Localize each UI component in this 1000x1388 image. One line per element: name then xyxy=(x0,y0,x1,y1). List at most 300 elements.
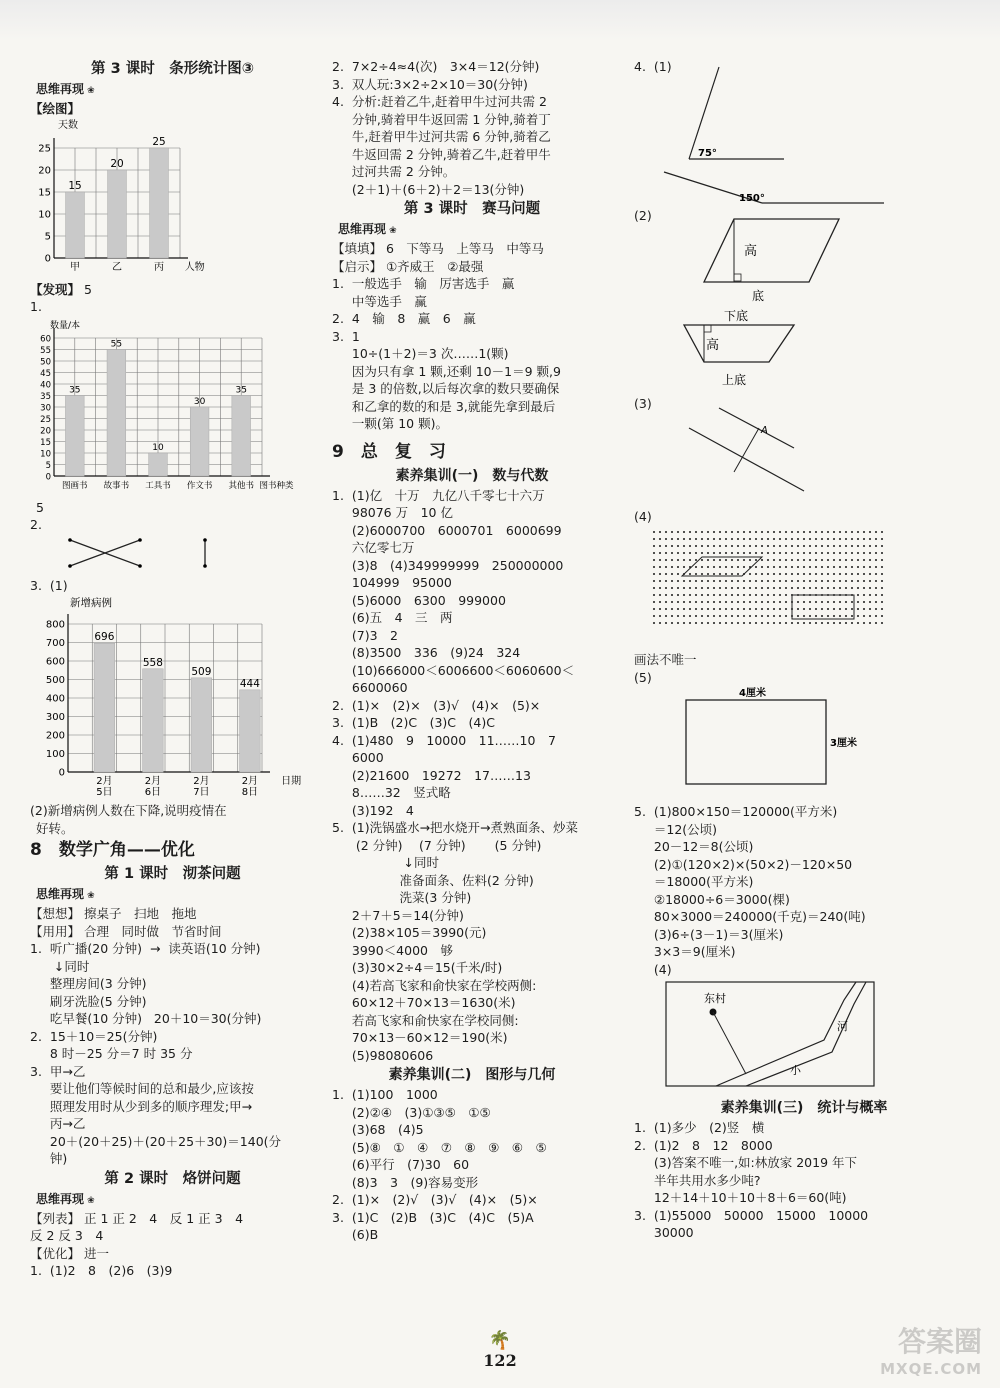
grid-dot xyxy=(863,587,865,589)
grid-dot xyxy=(653,573,655,575)
q4-2-label: (2) xyxy=(634,207,652,223)
grid-dot xyxy=(653,566,655,568)
grid-dot xyxy=(731,573,733,575)
grid-dot xyxy=(653,615,655,617)
grid-dot xyxy=(779,594,781,596)
grid-dot xyxy=(785,587,787,589)
grid-dot xyxy=(851,580,853,582)
grid-dot xyxy=(677,608,679,610)
grid-dot xyxy=(749,615,751,617)
grid-dot xyxy=(701,545,703,547)
grid-dot xyxy=(737,552,739,554)
answer-line: 104999 95000 xyxy=(332,575,452,590)
grid-dot xyxy=(701,608,703,610)
x-tick-label: 乙 xyxy=(112,261,122,273)
grid-dot xyxy=(803,601,805,603)
grid-dot xyxy=(653,538,655,540)
grid-dot xyxy=(845,622,847,624)
answer-line: 1. (1)多少 (2)竖 横 xyxy=(634,1120,765,1135)
answer-line: 六亿零七万 xyxy=(332,540,415,555)
answer-line: 2. (1)× (2)√ (3)√ (4)× (5)× xyxy=(332,1192,538,1207)
grid-dot xyxy=(827,608,829,610)
grid-dot xyxy=(707,587,709,589)
grid-dot xyxy=(833,608,835,610)
y-tick-label: 35 xyxy=(40,391,51,402)
rect-height-label: 3厘米 xyxy=(830,738,857,749)
grid-dot xyxy=(767,601,769,603)
grid-dot xyxy=(677,580,679,582)
parallelogram-trapezoid xyxy=(634,207,974,392)
grid-dot xyxy=(719,545,721,547)
column-3 xyxy=(634,58,974,1242)
x-tick-label: 6日 xyxy=(144,787,162,798)
grid-dot xyxy=(845,531,847,533)
grid-dot xyxy=(863,552,865,554)
grid-dot xyxy=(707,531,709,533)
grid-dot xyxy=(725,608,727,610)
grid-dot xyxy=(665,587,667,589)
grid-dot xyxy=(731,552,733,554)
bar-value-label: 696 xyxy=(94,631,115,644)
answer-line: 2＋7＋5＝14(分钟) xyxy=(332,907,464,923)
answer-line: 6600060 xyxy=(332,680,408,695)
grid-dot xyxy=(719,622,721,624)
answer-line: 4. 分析:赶着乙牛,赶着甲牛过河共需 2 xyxy=(332,94,547,109)
grid-dot xyxy=(755,566,757,568)
grid-dot xyxy=(665,531,667,533)
y-tick-label: 5 xyxy=(45,460,51,471)
answer-line: 若高飞家和俞快家在学校同侧: xyxy=(332,1012,519,1028)
grid-dot xyxy=(731,601,733,603)
grid-dot xyxy=(755,594,757,596)
grid-dot xyxy=(707,559,709,561)
grid-dot xyxy=(683,566,685,568)
grid-dot xyxy=(773,538,775,540)
chart-cases xyxy=(30,594,315,799)
grid-dot xyxy=(773,615,775,617)
grid-dot xyxy=(719,608,721,610)
grid-dot xyxy=(833,545,835,547)
grid-dot xyxy=(671,573,673,575)
grid-dot xyxy=(881,573,883,575)
grid-dot xyxy=(779,622,781,624)
grid-dot xyxy=(809,601,811,603)
review-heading: 思维再现 ❀ xyxy=(30,80,315,100)
grid-dot xyxy=(713,608,715,610)
page-header-band xyxy=(0,0,1000,40)
grid-dot xyxy=(683,587,685,589)
q3-label: 3. (1) xyxy=(30,577,68,593)
grid-dot xyxy=(659,566,661,568)
x-tick-label: 8日 xyxy=(241,787,259,798)
grid-dot xyxy=(779,545,781,547)
angle-150-label: 150° xyxy=(739,192,765,204)
grid-dot xyxy=(851,601,853,603)
grid-dot xyxy=(743,601,745,603)
grid-dot xyxy=(671,538,673,540)
y-tick-label: 800 xyxy=(45,619,65,631)
grid-dot xyxy=(827,587,829,589)
grid-dot xyxy=(869,559,871,561)
grid-dot xyxy=(761,545,763,547)
answer-line: (8)3 3 (9)容易变形 xyxy=(332,1174,479,1190)
grid-dot xyxy=(731,587,733,589)
grid-dot xyxy=(785,545,787,547)
answer-line: (2)38×105＝3990(元) xyxy=(332,925,487,940)
q4-5-label: (5) xyxy=(634,669,652,685)
grid-dot xyxy=(833,559,835,561)
grid-dot xyxy=(659,601,661,603)
grid-dot xyxy=(653,622,655,624)
grid-dot xyxy=(875,559,877,561)
grid-dot xyxy=(707,545,709,547)
grid-dot xyxy=(839,559,841,561)
grid-dot xyxy=(803,552,805,554)
answer-line: 过河共需 2 分钟。 xyxy=(332,164,456,179)
grid-dot xyxy=(833,615,835,617)
grid-dot xyxy=(779,608,781,610)
answer-line: 6000 xyxy=(332,750,384,765)
grid-dot xyxy=(719,552,721,554)
x-tick-label: 2月 xyxy=(96,776,113,787)
bar xyxy=(191,678,212,772)
grid-dot xyxy=(875,615,877,617)
map-small-label: 小 xyxy=(790,1064,801,1077)
answer-line: 半年共用水多少吨? xyxy=(634,1172,761,1188)
grid-dot xyxy=(773,622,775,624)
grid-dot xyxy=(773,559,775,561)
answer-line: ＝12(公顷) xyxy=(634,821,718,837)
grid-dot xyxy=(659,573,661,575)
grid-dot xyxy=(881,608,883,610)
answer-line: 整理房间(3 分钟) xyxy=(30,976,147,991)
grid-dot xyxy=(815,552,817,554)
grid-dot xyxy=(797,573,799,575)
grid-dot xyxy=(869,531,871,533)
grid-dot xyxy=(749,601,751,603)
grid-dot xyxy=(881,545,883,547)
grid-dot xyxy=(755,559,757,561)
grid-dot xyxy=(773,587,775,589)
grid-dot xyxy=(767,552,769,554)
grid-dot xyxy=(677,545,679,547)
grid-dot xyxy=(851,615,853,617)
grid-dot xyxy=(869,594,871,596)
grid-dot xyxy=(827,531,829,533)
grid-dot xyxy=(725,566,727,568)
column-2 xyxy=(332,58,612,1244)
grid-dot xyxy=(815,531,817,533)
grid-dot xyxy=(875,573,877,575)
grid-dot xyxy=(707,615,709,617)
answer-line: 准备面条、佐料(2 分钟) xyxy=(332,872,534,888)
y-tick-label: 700 xyxy=(45,638,65,649)
column-1 xyxy=(30,58,315,1280)
answer-line: (3)答案不唯一,如:林放家 2019 年下 xyxy=(634,1155,858,1170)
grid-dot xyxy=(839,538,841,540)
grid-dot xyxy=(779,573,781,575)
y-tick-label: 600 xyxy=(45,656,65,668)
grid-dot xyxy=(791,531,793,533)
grid-dot xyxy=(815,622,817,624)
grid-dot xyxy=(671,580,673,582)
s1-answers xyxy=(332,487,612,1065)
grid-dot xyxy=(719,580,721,582)
grid-dot xyxy=(671,559,673,561)
grid-dot xyxy=(653,559,655,561)
grid-dot xyxy=(809,545,811,547)
grid-dot xyxy=(833,573,835,575)
grid-dot xyxy=(779,587,781,589)
grid-dot xyxy=(809,538,811,540)
grid-dot xyxy=(677,601,679,603)
grid-dot xyxy=(731,566,733,568)
grid-dot xyxy=(839,573,841,575)
grid-dot xyxy=(719,559,721,561)
grid-dot xyxy=(785,594,787,596)
grid-dot xyxy=(659,580,661,582)
grid-dot xyxy=(803,566,805,568)
l1-think: 【想想】 擦桌子 扫地 拖地 xyxy=(30,906,197,921)
y-tick-label: 50 xyxy=(40,357,51,367)
label-gao: 高 xyxy=(744,244,758,259)
grid-dot xyxy=(803,587,805,589)
x-tick-label: 作文书 xyxy=(186,480,213,491)
grid-dot xyxy=(881,531,883,533)
grid-dot xyxy=(719,573,721,575)
grid-dot xyxy=(869,566,871,568)
grid-dot xyxy=(845,601,847,603)
bar xyxy=(240,690,261,772)
grid-dot xyxy=(869,538,871,540)
label-xiadi: 下底 xyxy=(724,309,749,323)
grid-dot xyxy=(683,622,685,624)
grid-dot xyxy=(725,587,727,589)
bar xyxy=(232,395,251,476)
grid-dot xyxy=(767,615,769,617)
grid-dot xyxy=(743,594,745,596)
grid-dot xyxy=(719,566,721,568)
grid-dot xyxy=(821,538,823,540)
grid-dot xyxy=(869,608,871,610)
grid-dot xyxy=(701,580,703,582)
grid-dot xyxy=(821,545,823,547)
draw-tag: 【绘图】 xyxy=(30,101,81,116)
grid-dot xyxy=(689,559,691,561)
grid-dot xyxy=(833,580,835,582)
grid-dot xyxy=(755,531,757,533)
grid-dot xyxy=(677,566,679,568)
grid-dot xyxy=(773,608,775,610)
s1-title: 素养集训(一) 数与代数 xyxy=(395,467,549,484)
answer-line: 刷牙洗脸(5 分钟) xyxy=(30,993,147,1009)
answer-line: 3. 1 xyxy=(332,328,360,344)
answer-line: (5)6000 6300 999000 xyxy=(332,592,506,608)
grid-dot xyxy=(791,545,793,547)
answer-line: 1. (1)100 1000 xyxy=(332,1087,438,1102)
grid-dot xyxy=(689,594,691,596)
answer-line: 丙→乙 xyxy=(30,1116,86,1131)
grid-dot xyxy=(677,538,679,540)
map-river-label: 河 xyxy=(837,1020,848,1033)
grid-dot xyxy=(785,559,787,561)
grid-dot xyxy=(779,580,781,582)
grid-dot xyxy=(725,531,727,533)
grid-dot xyxy=(719,594,721,596)
grid-dot xyxy=(875,594,877,596)
bar xyxy=(94,643,115,772)
grid-dot xyxy=(827,580,829,582)
grid-dot xyxy=(761,566,763,568)
grid-dot xyxy=(863,531,865,533)
grid-dot xyxy=(761,552,763,554)
dot-grid xyxy=(634,525,974,640)
grid-dot xyxy=(755,622,757,624)
y-tick-label: 10 xyxy=(38,209,51,220)
answer-line: 3. 双人玩:3×2÷2×10＝30(分钟) xyxy=(332,76,528,92)
grid-dot xyxy=(671,545,673,547)
answer-line: 【列表】 正 1 正 2 4 反 1 正 3 4 xyxy=(30,1210,244,1226)
grid-dot xyxy=(779,559,781,561)
grid-dot xyxy=(875,587,877,589)
grid-dot xyxy=(671,587,673,589)
grid-dot xyxy=(875,601,877,603)
answer-line: (5)⑧ ① ④ ⑦ ⑧ ⑨ ⑥ ⑤ xyxy=(332,1139,547,1155)
answer-line: 3. (1)55000 50000 15000 10000 xyxy=(634,1207,869,1223)
answer-line: (2＋1)＋(6＋2)＋2＝13(分钟) xyxy=(332,181,525,197)
grid-dot xyxy=(743,559,745,561)
grid-dot xyxy=(821,622,823,624)
grid-dot xyxy=(833,587,835,589)
answer-line: 2. 15＋10＝25(分钟) xyxy=(30,1028,158,1044)
label-shangdi: 上底 xyxy=(722,373,747,387)
grid-dot xyxy=(791,580,793,582)
grid-dot xyxy=(695,538,697,540)
grid-dot xyxy=(737,615,739,617)
answer-line: 3990＜4000 够 xyxy=(332,942,453,958)
grid-dot xyxy=(851,622,853,624)
grid-dot xyxy=(821,587,823,589)
grid-dot xyxy=(869,622,871,624)
grid-dot xyxy=(743,608,745,610)
l3-answers xyxy=(332,240,612,433)
x-tick-label: 2月 xyxy=(144,776,162,787)
grid-dot xyxy=(659,615,661,617)
grid-dot xyxy=(785,608,787,610)
grid-dot xyxy=(707,573,709,575)
grid-dot xyxy=(677,594,679,596)
y-tick-label: 25 xyxy=(38,143,51,154)
grid-dot xyxy=(821,580,823,582)
grid-dot xyxy=(875,545,877,547)
answer-line: (3)68 (4)5 xyxy=(332,1122,424,1137)
bar-value-label: 558 xyxy=(142,656,163,669)
grid-dot xyxy=(689,538,691,540)
grid-dot xyxy=(689,552,691,554)
grid-dot xyxy=(725,552,727,554)
answer-line: (3)6÷(3－1)＝3(厘米) xyxy=(634,926,784,942)
y-tick-label: 0 xyxy=(44,253,51,264)
grid-dot xyxy=(767,608,769,610)
answer-line: (7)3 2 xyxy=(332,627,398,643)
answer-line: 8 时－25 分＝7 时 35 分 xyxy=(30,1046,193,1061)
grid-dot xyxy=(827,601,829,603)
grid-dot xyxy=(803,573,805,575)
grid-dot xyxy=(737,594,739,596)
answer-line: 1. (1)2 8 (2)6 (3)9 xyxy=(30,1263,173,1278)
grid-dot xyxy=(743,538,745,540)
rect-width-label: 4厘米 xyxy=(739,688,766,699)
grid-dot xyxy=(713,594,715,596)
y-tick-label: 55 xyxy=(40,345,51,356)
grid-dot xyxy=(845,587,847,589)
grid-dot xyxy=(683,580,685,582)
x-tick-label: 丙 xyxy=(154,261,164,273)
grid-dot xyxy=(821,601,823,603)
grid-dot xyxy=(839,580,841,582)
grid-dot xyxy=(869,587,871,589)
grid-dot xyxy=(863,580,865,582)
grid-dot xyxy=(791,587,793,589)
grid-dot xyxy=(773,531,775,533)
answer-line: 2. 7×2÷4≈4(次) 3×4＝12(分钟) xyxy=(332,59,540,74)
answer-line: 要让他们等候时间的总和最少,应该按 xyxy=(30,1081,254,1096)
answer-line: 3. (1)C (2)B (3)C (4)C (5)A xyxy=(332,1209,534,1225)
bar xyxy=(107,349,126,476)
grid-dot xyxy=(833,538,835,540)
grid-dot xyxy=(725,601,727,603)
grid-dot xyxy=(851,559,853,561)
grid-dot xyxy=(659,587,661,589)
grid-dot xyxy=(665,594,667,596)
answer-line: (6)B xyxy=(332,1227,379,1242)
l1-use: 【用用】 合理 同时做 节省时间 xyxy=(30,923,222,939)
s3-answers xyxy=(634,1119,974,1242)
answer-line: 8……32 竖式略 xyxy=(332,785,451,800)
grid-dot xyxy=(839,615,841,617)
lesson3-title: 第 3 课时 条形统计图③ xyxy=(91,61,254,77)
grid-dot xyxy=(653,580,655,582)
answer-line: 因为只有拿 1 颗,还剩 10－1＝9 颗,9 xyxy=(332,363,561,379)
bar xyxy=(65,395,84,476)
grid-dot xyxy=(755,601,757,603)
grid-dot xyxy=(713,566,715,568)
grid-dot xyxy=(689,601,691,603)
grid-dot xyxy=(767,580,769,582)
grid-dot xyxy=(761,615,763,617)
grid-dot xyxy=(845,552,847,554)
grid-dot xyxy=(881,580,883,582)
x-tick-label: 7日 xyxy=(193,787,210,798)
grid-dot xyxy=(689,580,691,582)
x-tick-label: 2月 xyxy=(193,776,210,787)
answer-line: (10)666000＜6006600＜6060600＜ xyxy=(332,662,575,678)
grid-dot xyxy=(833,531,835,533)
grid-dot xyxy=(815,587,817,589)
grid-dot xyxy=(755,580,757,582)
grid-dot xyxy=(743,622,745,624)
q5-answers xyxy=(634,803,974,978)
grid-dot xyxy=(653,601,655,603)
answer-line: 10÷(1＋2)＝3 次……1(颗) xyxy=(332,346,509,361)
grid-dot xyxy=(665,601,667,603)
grid-dot xyxy=(833,566,835,568)
grid-dot xyxy=(803,538,805,540)
grid-dot xyxy=(803,615,805,617)
point-a: A xyxy=(761,424,768,436)
grid-dot xyxy=(839,545,841,547)
grid-dot xyxy=(797,580,799,582)
